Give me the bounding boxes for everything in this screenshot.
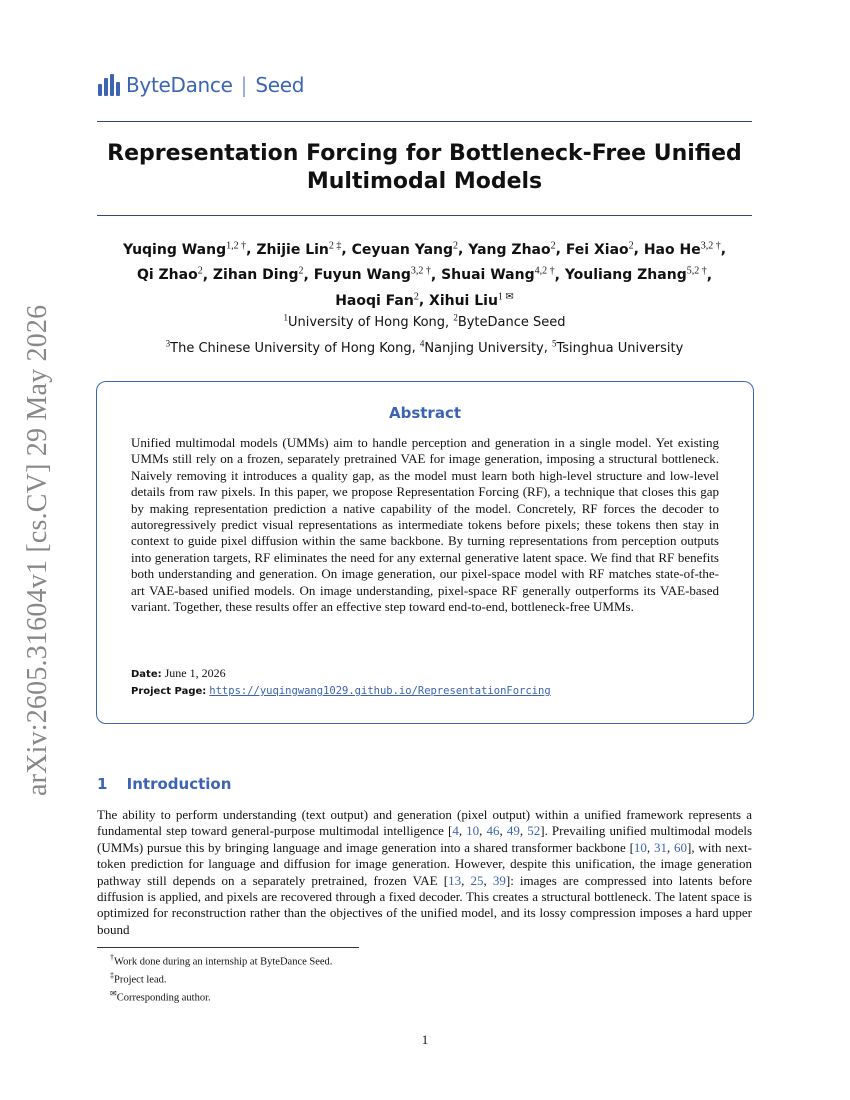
date-value: June 1, 2026	[164, 666, 226, 680]
citation-link[interactable]: 4	[452, 823, 459, 839]
author-name	[468, 242, 555, 258]
affiliation-name: University of Hong Kong	[287, 315, 446, 331]
author-affil-mark: 2	[550, 240, 556, 251]
abstract-text: Unified multimodal models (UMMs) aim to handle perception and generation in a single model. Yet existing UMMs still rely on a frozen, separately pretrained VAE for image generation, imposing a structural bottleneck. Naively removing it introduces a quality gap, as the model must learn both high-level structure and low-level details from raw pixels. In this paper, we propose Representation Forcing (RF), a technique that closes this gap by making representation prediction a native capability of the model. Concretely, RF forces the decoder to autoregressively predict visual representations as intermediate tokens before pixels; these tokens then stay in context to guide pixel diffusion within the same backbone. By turning representations from perception outputs into generation targets, RF eliminates the need for any external generative latent space. We find that RF benefits both understanding and generation. On image generation, our pixel-space model with RF matches state-of-the-art VAE-based unified models. On image understanding, pixel-space RF generally outperforms its VAE-based variant. Together, these results offer an effective step toward end-to-end, bottleneck-free UMMs.	[131, 435, 719, 615]
citation-link[interactable]: 13	[448, 872, 462, 888]
author-name-text: Shuai Wang	[441, 267, 535, 284]
body-text-segment: ,	[519, 823, 528, 839]
section-title: Introduction	[126, 775, 232, 793]
affiliation	[419, 338, 544, 356]
body-text-segment: The ability to perform understanding (text output) and generation (pixel output) within a unified framework represents a fundamental step toward general-purpose multimodal intelligence [	[97, 807, 752, 839]
affiliation-mark: 2	[453, 313, 458, 323]
author-affil-mark: 2	[453, 240, 459, 251]
citation-link[interactable]: 10	[466, 823, 480, 839]
body-text-segment: ,	[666, 839, 674, 855]
body-text-segment: ,	[646, 839, 654, 855]
footnote-text: Work done during an internship at ByteDance Seed.	[114, 956, 333, 968]
author-name	[256, 242, 341, 258]
body-text-segment: ,	[499, 823, 507, 839]
author-name-text: Zihan Ding	[212, 267, 299, 284]
author-name-text: Fei Xiao	[565, 241, 629, 258]
citation-link[interactable]: 52	[527, 823, 541, 839]
arxiv-stamp: arXiv:2605.31604v1 [cs.CV] 29 May 2026	[22, 304, 53, 796]
affiliation-mark: 4	[419, 338, 425, 349]
body-text-segment: ,	[458, 823, 467, 839]
author-name	[314, 267, 431, 283]
author-affil-mark: 2	[197, 265, 203, 277]
title-rule	[97, 215, 752, 216]
citation-link[interactable]: 10	[633, 839, 647, 855]
author-affil-mark: 2	[413, 291, 419, 303]
body-text-segment: ]. Prevailing unified multimodal models (UMMs) pursue this by bringing language and image generation into a shared transformer backbone [	[97, 823, 753, 855]
brand-separator: |	[240, 73, 248, 97]
author-name	[644, 242, 721, 258]
affiliation	[283, 315, 445, 330]
citation-link[interactable]: 25	[470, 872, 484, 888]
citation-link[interactable]: 46	[486, 823, 500, 839]
author-name	[566, 242, 634, 258]
author-name-text: Fuyun Wang	[313, 267, 411, 284]
affiliation	[453, 315, 565, 330]
section-number: 1	[97, 775, 108, 793]
author-name	[137, 267, 203, 283]
citation-link[interactable]: 31	[653, 839, 667, 855]
author-name-text: Yang Zhao	[468, 241, 551, 258]
author-affil-mark: 3,2 †	[700, 240, 721, 251]
author-list: Yuqing Wang$^{1,2 \dagger}$, Zhijie Lin$^{2 \ddagger}$, Ceyuan Yang$^2$, Yang Zhao$^2$, Fei Xiao$^2$, Hao $He^{3,2 \dagger}$, Qi Zhao$^2$, Zihan Ding$^2$, Fuyun Wang$^{3,2 \dagger}$, Shuai Wang$^{4,2 \dagger}$, Youliang Zhang$^{5,2 \dagger}$, Haoqi Fan$^2$, Xihui Liu$^{1 ✉}$	[122, 240, 727, 309]
author-affil-mark: 3,2 †	[410, 265, 431, 277]
top-rule	[97, 121, 752, 122]
body-text-segment: ,	[461, 872, 471, 888]
project-page-link[interactable]: https://yuqingwang1029.github.io/RepresentationForcing	[209, 685, 551, 697]
citation-link[interactable]: 39	[492, 872, 506, 888]
bytedance-seed-logo	[98, 72, 304, 98]
author-affil-mark: 2	[628, 240, 634, 251]
body-text-segment: ,	[479, 823, 487, 839]
affiliation-name: Nanjing University	[424, 340, 544, 356]
affiliation	[165, 338, 412, 356]
author-affil-mark: 2 ‡	[328, 240, 342, 251]
footnote-mark: ‡	[110, 971, 114, 980]
author-name-text: Xihui Liu	[429, 292, 498, 309]
author-name-text: Hao He	[643, 241, 701, 258]
footnotes	[110, 951, 332, 1005]
affiliation	[552, 338, 684, 356]
body-text-segment: ], with next-token prediction for language and diffusion for image generation. However, despite this unification, the image generation pathway still depends on a separately pretrained, frozen VAE [	[97, 839, 752, 888]
affiliation-mark: 5	[552, 338, 557, 349]
footnote-text: Corresponding author.	[116, 992, 211, 1004]
date-label: Date:	[131, 669, 162, 680]
author-name	[429, 293, 514, 309]
affiliations: $^1$University of Hong Kong, $^2$ByteDance Seed $^3$The Chinese University of Hong Kong, $^4$Nanjing University, $^5$Tsinghua University	[165, 313, 684, 356]
affiliation-mark: 1	[283, 313, 288, 323]
author-name-text: Yuqing Wang	[122, 241, 227, 258]
product-name: Seed	[255, 73, 305, 97]
author-affil-mark: 1,2 †	[226, 240, 247, 251]
author-affil-mark: 5,2 †	[686, 265, 707, 277]
author-name	[565, 267, 707, 283]
body-text-segment: ]: images are compressed into latents before diffusion is applied, and pixels are recovered through a fixed decoder. This creates a structural bottleneck. The latent space is optimized for reconstruction rather than the objectives of the unified model, and its lossy compression imposes a hard upper bound	[97, 872, 753, 937]
citation-link[interactable]: 60	[674, 839, 687, 855]
affiliation-name: Tsinghua University	[556, 340, 684, 356]
affiliation-mark: 3	[165, 338, 171, 349]
abstract-heading: Abstract	[388, 404, 462, 422]
citation-link[interactable]: 49	[506, 823, 520, 839]
footnote-mark: †	[110, 953, 114, 962]
author-name-text: Haoqi Fan	[335, 292, 414, 309]
author-affil-mark: 2	[298, 265, 304, 277]
date-line	[131, 665, 226, 683]
paper-title: Representation Forcing for Bottleneck-Free Unified Multimodal Models	[107, 141, 742, 194]
footnote	[110, 951, 332, 969]
section-heading	[97, 775, 231, 793]
footnote-rule	[97, 947, 359, 948]
page-number: 1	[421, 1032, 429, 1047]
author-name	[123, 242, 246, 258]
affiliation-name: The Chinese University of Hong Kong	[170, 340, 412, 356]
footnote	[110, 987, 332, 1005]
author-name	[213, 267, 304, 283]
affiliation-name: ByteDance Seed	[457, 315, 566, 331]
author-name	[335, 293, 419, 309]
author-name-text: Ceyuan Yang	[351, 241, 454, 258]
author-affil-mark: 1 ✉	[497, 291, 514, 303]
author-name	[441, 267, 555, 283]
body-text-segment: ,	[483, 872, 493, 888]
bytedance-bars-icon	[98, 74, 120, 96]
introduction-paragraph	[97, 807, 752, 938]
project-label: Project Page:	[131, 686, 207, 697]
footnote-text: Project lead.	[114, 974, 167, 986]
footnote-mark: ✉	[110, 989, 117, 998]
author-affil-mark: 4,2 †	[534, 265, 555, 277]
brand-name: ByteDance	[126, 73, 233, 97]
author-name-text: Qi Zhao	[136, 267, 198, 284]
author-name	[352, 242, 458, 258]
project-line	[131, 682, 551, 700]
author-name-text: Zhijie Lin	[256, 241, 329, 258]
author-name-text: Youliang Zhang	[564, 267, 687, 284]
footnote	[110, 969, 332, 987]
